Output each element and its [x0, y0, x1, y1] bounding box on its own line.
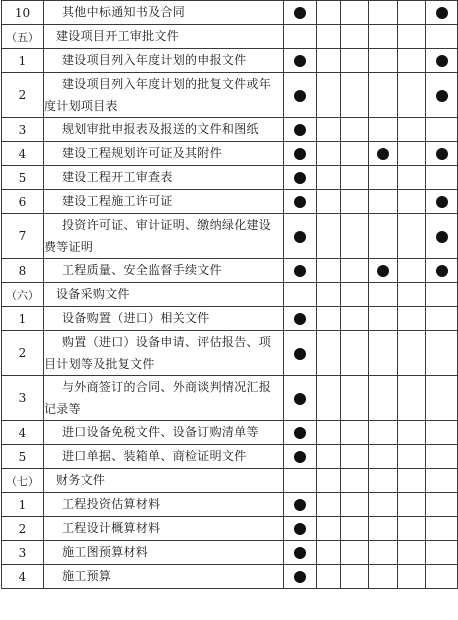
mark-cell-5 — [398, 142, 426, 166]
filled-circle-icon — [294, 124, 306, 136]
file-title: 建设工程开工审查表 — [44, 166, 284, 190]
mark-cell-6 — [426, 445, 458, 469]
section-title: 设备采购文件 — [44, 283, 284, 307]
table-body — [2, 1, 458, 589]
mark-cell-3 — [341, 190, 369, 214]
table-row — [2, 259, 458, 283]
mark-cell-4 — [369, 73, 398, 118]
section-title: 财务文件 — [44, 469, 284, 493]
mark-cell-3 — [341, 259, 369, 283]
filled-circle-icon — [294, 393, 306, 405]
filled-circle-icon — [436, 7, 448, 19]
mark-cell-3 — [341, 1, 369, 25]
row-number: 2 — [2, 331, 44, 376]
mark-cell-3 — [341, 493, 369, 517]
filled-circle-icon — [436, 196, 448, 208]
mark-cell-6 — [426, 283, 458, 307]
file-title: 建设工程施工许可证 — [44, 190, 284, 214]
mark-cell-3 — [341, 214, 369, 259]
table-row — [2, 307, 458, 331]
mark-cell-3 — [341, 421, 369, 445]
mark-cell-5 — [398, 307, 426, 331]
file-title: 建设工程规划许可证及其附件 — [44, 142, 284, 166]
file-title: 进口设备免税文件、设备订购清单等 — [44, 421, 284, 445]
filled-circle-icon — [294, 231, 306, 243]
row-number: 1 — [2, 49, 44, 73]
table-row — [2, 166, 458, 190]
row-number: 3 — [2, 541, 44, 565]
mark-cell-6 — [426, 331, 458, 376]
mark-cell-4 — [369, 565, 398, 589]
mark-cell-6 — [426, 421, 458, 445]
mark-cell-2 — [317, 493, 341, 517]
file-title: 建设项目列入年度计划的申报文件 — [44, 49, 284, 73]
mark-cell-2 — [317, 517, 341, 541]
mark-cell-4 — [369, 283, 398, 307]
mark-cell-4 — [369, 307, 398, 331]
mark-cell-2 — [317, 142, 341, 166]
mark-cell-6 — [426, 517, 458, 541]
mark-cell-2 — [317, 1, 341, 25]
row-number: 3 — [2, 118, 44, 142]
filled-circle-icon — [294, 451, 306, 463]
section-header-row — [2, 283, 458, 307]
file-title: 其他中标通知书及合同 — [44, 1, 284, 25]
mark-cell-2 — [317, 166, 341, 190]
table-row — [2, 517, 458, 541]
mark-cell-4 — [369, 259, 398, 283]
mark-cell-5 — [398, 214, 426, 259]
mark-cell-5 — [398, 421, 426, 445]
mark-cell-2 — [317, 445, 341, 469]
mark-cell-1 — [284, 283, 317, 307]
mark-cell-2 — [317, 469, 341, 493]
filled-circle-icon — [294, 55, 306, 67]
mark-cell-6 — [426, 565, 458, 589]
mark-cell-2 — [317, 565, 341, 589]
mark-cell-4 — [369, 1, 398, 25]
mark-cell-5 — [398, 565, 426, 589]
filled-circle-icon — [294, 523, 306, 535]
mark-cell-4 — [369, 49, 398, 73]
mark-cell-2 — [317, 190, 341, 214]
file-title: 规划审批申报表及报送的文件和图纸 — [44, 118, 284, 142]
section-header-row — [2, 25, 458, 49]
mark-cell-6 — [426, 166, 458, 190]
mark-cell-5 — [398, 25, 426, 49]
mark-cell-1 — [284, 1, 317, 25]
mark-cell-2 — [317, 118, 341, 142]
filled-circle-icon — [294, 148, 306, 160]
file-title: 工程设计概算材料 — [44, 517, 284, 541]
row-number: 4 — [2, 142, 44, 166]
mark-cell-3 — [341, 307, 369, 331]
mark-cell-5 — [398, 1, 426, 25]
file-title: 进口单据、装箱单、商检证明文件 — [44, 445, 284, 469]
mark-cell-1 — [284, 118, 317, 142]
row-number: 8 — [2, 259, 44, 283]
mark-cell-1 — [284, 376, 317, 421]
mark-cell-5 — [398, 166, 426, 190]
mark-cell-3 — [341, 283, 369, 307]
row-number: 5 — [2, 166, 44, 190]
mark-cell-1 — [284, 190, 317, 214]
mark-cell-2 — [317, 73, 341, 118]
mark-cell-3 — [341, 445, 369, 469]
row-number: 10 — [2, 1, 44, 25]
mark-cell-1 — [284, 307, 317, 331]
mark-cell-5 — [398, 331, 426, 376]
mark-cell-4 — [369, 376, 398, 421]
mark-cell-6 — [426, 142, 458, 166]
row-number: 3 — [2, 376, 44, 421]
table-row — [2, 541, 458, 565]
row-number: 7 — [2, 214, 44, 259]
table-row — [2, 565, 458, 589]
mark-cell-5 — [398, 469, 426, 493]
mark-cell-6 — [426, 25, 458, 49]
table-row — [2, 142, 458, 166]
filled-circle-icon — [294, 196, 306, 208]
row-number: 5 — [2, 445, 44, 469]
table-row — [2, 1, 458, 25]
mark-cell-1 — [284, 259, 317, 283]
mark-cell-4 — [369, 445, 398, 469]
row-number: 2 — [2, 517, 44, 541]
mark-cell-3 — [341, 517, 369, 541]
table-row — [2, 376, 458, 421]
mark-cell-4 — [369, 142, 398, 166]
mark-cell-1 — [284, 517, 317, 541]
filled-circle-icon — [294, 90, 306, 102]
filled-circle-icon — [377, 148, 389, 160]
mark-cell-1 — [284, 331, 317, 376]
file-title: 工程投资估算材料 — [44, 493, 284, 517]
mark-cell-4 — [369, 517, 398, 541]
file-title: 工程质量、安全监督手续文件 — [44, 259, 284, 283]
mark-cell-1 — [284, 166, 317, 190]
file-title: 购置（进口）设备申请、评估报告、项目计划等及批复文件 — [44, 331, 284, 376]
section-header-row — [2, 469, 458, 493]
mark-cell-5 — [398, 445, 426, 469]
mark-cell-6 — [426, 493, 458, 517]
mark-cell-3 — [341, 73, 369, 118]
section-number: （六） — [2, 283, 44, 307]
mark-cell-2 — [317, 283, 341, 307]
mark-cell-6 — [426, 190, 458, 214]
table-row — [2, 331, 458, 376]
mark-cell-3 — [341, 118, 369, 142]
mark-cell-4 — [369, 493, 398, 517]
mark-cell-6 — [426, 376, 458, 421]
filled-circle-icon — [294, 348, 306, 360]
section-number: （五） — [2, 25, 44, 49]
row-number: 1 — [2, 493, 44, 517]
mark-cell-4 — [369, 331, 398, 376]
mark-cell-6 — [426, 469, 458, 493]
filled-circle-icon — [294, 499, 306, 511]
row-number: 1 — [2, 307, 44, 331]
row-number: 6 — [2, 190, 44, 214]
filled-circle-icon — [377, 265, 389, 277]
mark-cell-2 — [317, 49, 341, 73]
mark-cell-3 — [341, 331, 369, 376]
filled-circle-icon — [436, 265, 448, 277]
mark-cell-5 — [398, 517, 426, 541]
mark-cell-6 — [426, 1, 458, 25]
filled-circle-icon — [436, 231, 448, 243]
mark-cell-2 — [317, 307, 341, 331]
mark-cell-2 — [317, 25, 341, 49]
row-number: 2 — [2, 73, 44, 118]
filled-circle-icon — [294, 7, 306, 19]
mark-cell-3 — [341, 166, 369, 190]
table-row — [2, 118, 458, 142]
mark-cell-1 — [284, 421, 317, 445]
table-row — [2, 445, 458, 469]
mark-cell-5 — [398, 190, 426, 214]
mark-cell-6 — [426, 73, 458, 118]
filled-circle-icon — [294, 547, 306, 559]
mark-cell-1 — [284, 565, 317, 589]
filled-circle-icon — [436, 148, 448, 160]
section-title: 建设项目开工审批文件 — [44, 25, 284, 49]
mark-cell-4 — [369, 190, 398, 214]
mark-cell-6 — [426, 541, 458, 565]
file-title: 与外商签订的合同、外商谈判情况汇报记录等 — [44, 376, 284, 421]
file-title: 设备购置（进口）相关文件 — [44, 307, 284, 331]
mark-cell-6 — [426, 118, 458, 142]
mark-cell-1 — [284, 541, 317, 565]
mark-cell-1 — [284, 49, 317, 73]
mark-cell-4 — [369, 118, 398, 142]
file-title: 施工图预算材料 — [44, 541, 284, 565]
table-row — [2, 49, 458, 73]
file-title: 投资许可证、审计证明、缴纳绿化建设费等证明 — [44, 214, 284, 259]
mark-cell-5 — [398, 376, 426, 421]
mark-cell-6 — [426, 214, 458, 259]
filled-circle-icon — [436, 55, 448, 67]
mark-cell-2 — [317, 421, 341, 445]
mark-cell-1 — [284, 214, 317, 259]
filled-circle-icon — [294, 571, 306, 583]
mark-cell-2 — [317, 259, 341, 283]
filled-circle-icon — [436, 90, 448, 102]
table-row — [2, 190, 458, 214]
file-title: 建设项目列入年度计划的批复文件或年度计划项目表 — [44, 73, 284, 118]
section-number: （七） — [2, 469, 44, 493]
mark-cell-2 — [317, 376, 341, 421]
mark-cell-3 — [341, 25, 369, 49]
mark-cell-6 — [426, 49, 458, 73]
mark-cell-2 — [317, 331, 341, 376]
mark-cell-5 — [398, 73, 426, 118]
mark-cell-5 — [398, 49, 426, 73]
mark-cell-4 — [369, 541, 398, 565]
filled-circle-icon — [294, 313, 306, 325]
mark-cell-4 — [369, 214, 398, 259]
row-number: 4 — [2, 565, 44, 589]
mark-cell-3 — [341, 142, 369, 166]
table-row — [2, 73, 458, 118]
mark-cell-3 — [341, 376, 369, 421]
mark-cell-3 — [341, 541, 369, 565]
mark-cell-4 — [369, 421, 398, 445]
mark-cell-3 — [341, 469, 369, 493]
mark-cell-6 — [426, 259, 458, 283]
mark-cell-4 — [369, 25, 398, 49]
mark-cell-5 — [398, 118, 426, 142]
filled-circle-icon — [294, 427, 306, 439]
mark-cell-5 — [398, 493, 426, 517]
mark-cell-1 — [284, 445, 317, 469]
table-row — [2, 421, 458, 445]
mark-cell-1 — [284, 493, 317, 517]
mark-cell-3 — [341, 565, 369, 589]
mark-cell-1 — [284, 142, 317, 166]
mark-cell-5 — [398, 259, 426, 283]
mark-cell-3 — [341, 49, 369, 73]
table-row — [2, 214, 458, 259]
mark-cell-2 — [317, 214, 341, 259]
table-row — [2, 493, 458, 517]
mark-cell-4 — [369, 166, 398, 190]
mark-cell-1 — [284, 25, 317, 49]
mark-cell-5 — [398, 283, 426, 307]
filled-circle-icon — [294, 265, 306, 277]
file-title: 施工预算 — [44, 565, 284, 589]
mark-cell-1 — [284, 73, 317, 118]
mark-cell-2 — [317, 541, 341, 565]
row-number: 4 — [2, 421, 44, 445]
filled-circle-icon — [294, 172, 306, 184]
archive-file-table — [1, 0, 458, 589]
mark-cell-5 — [398, 541, 426, 565]
mark-cell-4 — [369, 469, 398, 493]
mark-cell-6 — [426, 307, 458, 331]
mark-cell-1 — [284, 469, 317, 493]
